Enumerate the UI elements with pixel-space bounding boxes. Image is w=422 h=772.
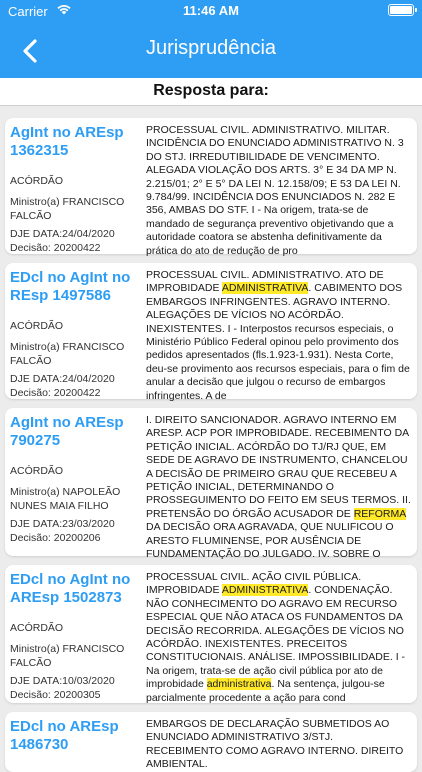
result-type: ACÓRDÃO bbox=[10, 320, 64, 332]
result-card[interactable] bbox=[5, 263, 417, 402]
result-title: EDcl no AREsp 1486730 bbox=[10, 718, 119, 753]
result-decisao: Decisão: 20200422 bbox=[10, 387, 101, 399]
search-term-highlight: REFORMA bbox=[353, 507, 406, 520]
summary-text: PROCESSUAL CIVIL. ADMINISTRATIVO. ATO DE IMPROBIDADE bbox=[146, 269, 384, 295]
summary-text: EMBARGOS DE DECLARAÇÃO SUBMETIDOS AO ENUNCIADO ADMINISTRATIVO 3/STJ. RECEBIMENTO COMO AGRAVO INTERNO. DIREITO AMBIENTAL. bbox=[146, 718, 404, 771]
summary-text: . CONDENAÇÃO. NÃO CONHECIMENTO DO AGRAVO EM RECURSO ESPECIAL QUE NÃO ATACA OS FUNDAMENTOS DA DECISÃO RECORRIDA. ALEGAÇÕES DE VÍCIOS NO ACÓRDÃO. INEXISTENTES. PRECEITOS CONSTITUCIONAIS. ANÁLISE. IMPOSSIBILIDADE. I - Na origem, trata-se de ação civil pública por ato de improbidade bbox=[146, 584, 406, 691]
result-type: ACÓRDÃO bbox=[10, 175, 64, 187]
summary-text: . CABIMENTO DOS EMBARGOS INFRINGENTES. AGRAVO INTERNO. ALEGAÇÕES DE VÍCIOS NO ACÓRDÃO. INEXISTENTES. I - Interpostos recursos especiais, o Ministério Público Federal opinou pelo provimento dos pedidos apresentados (fls.1.923-1.931). Nesta Corte, deu-se provimento aos recursos especiais, para o fim de anular a decisão que julgou o recurso de embargos infringentes. A de bbox=[146, 282, 410, 402]
results-list[interactable] bbox=[0, 106, 422, 771]
search-term-highlight: administrativa bbox=[206, 678, 272, 691]
carrier-label: Carrier bbox=[8, 4, 48, 19]
result-type: ACÓRDÃO bbox=[10, 622, 64, 634]
result-summary bbox=[146, 414, 411, 561]
result-card[interactable] bbox=[5, 118, 417, 257]
result-card[interactable] bbox=[5, 408, 417, 561]
page-title: Jurisprudência bbox=[145, 37, 277, 59]
result-minister: Ministro(a) NAPOLEÃO NUNES MAIA FILHO bbox=[10, 486, 121, 512]
result-decisao: Decisão: 20200305 bbox=[10, 689, 101, 701]
result-dje: DJE DATA:10/03/2020 bbox=[10, 675, 115, 687]
result-summary bbox=[146, 571, 411, 704]
result-summary bbox=[146, 718, 411, 771]
summary-text: I. DIREITO SANCIONADOR. AGRAVO INTERNO EM ARESP. ACP POR IMPROBIDADE. RECEBIMENTO DA PETIÇÃO INICIAL. ACÓRDÃO DO TJ/RJ QUE, EM SEDE DE AGRAVO DE INSTRUMENTO, CHANCELOU A DECISÃO DE PRIMEIRO GRAU QUE RECEBEU A PETIÇÃO INICIAL, DETERMINANDO O PROSSEGUIMENTO DO FEITO EM SEUS TERMOS. II. PRETENSÃO DO ÓRGÃO ACUSADOR DE bbox=[146, 414, 411, 520]
result-title: EDcl no AgInt no REsp 1497586 bbox=[10, 269, 131, 304]
result-decisao: Decisão: 20200206 bbox=[10, 532, 101, 544]
result-summary bbox=[146, 124, 411, 257]
summary-text: PROCESSUAL CIVIL. ADMINISTRATIVO. MILITAR. INCIDÊNCIA DO ENUNCIADO ADMINISTRATIVO N. 3 DO STJ. IRREDUTIBILIDADE DE VENCIMENTO. ALEGADA VIOLAÇÃO DOS ARTS. 3° E 34 DA MP N. 2.215/01; 2° E 5° DA LEI N. 12.158/09; E 53 DA LEI N. 9.784/99. INCIDÊNCIA DOS ENUNCIADOS N. 282 E 356, AMBAS DO STF. I - Na origem, trata-se de mandado de segurança preventivo objetivando que a autoridade coatora se abstenha definitivamente da prática do ato de redução de pro bbox=[146, 124, 404, 257]
result-card[interactable] bbox=[5, 712, 417, 772]
result-title: AgInt no AREsp 790275 bbox=[10, 414, 124, 449]
result-dje: DJE DATA:23/03/2020 bbox=[10, 518, 115, 530]
result-dje: DJE DATA:24/04/2020 bbox=[10, 373, 115, 385]
result-minister: Ministro(a) FRANCISCO FALCÃO bbox=[10, 643, 125, 669]
summary-text: PROCESSUAL CIVIL. AÇÃO CIVIL PÚBLICA. IMPROBIDADE bbox=[146, 571, 362, 597]
result-title: EDcl no AgInt no AREsp 1502873 bbox=[10, 571, 131, 606]
status-bar bbox=[0, 0, 422, 22]
clock: 11:46 AM bbox=[183, 3, 239, 18]
result-decisao: Decisão: 20200422 bbox=[10, 242, 101, 254]
navigation-bar bbox=[0, 0, 422, 78]
result-title: AgInt no AREsp 1362315 bbox=[10, 124, 124, 159]
summary-text: DA DECISÃO ORA AGRAVADA, QUE NULIFICOU O ARESTO FLUMINENSE, POR AUSÊNCIA DE FUNDAMENTAÇÃO DO JULGADO. IV. SOBRE O bbox=[146, 521, 394, 561]
battery-icon bbox=[388, 4, 414, 16]
result-summary bbox=[146, 269, 411, 402]
search-term-highlight: ADMINISTRATIVA bbox=[221, 282, 309, 295]
result-card[interactable] bbox=[5, 565, 417, 703]
results-header: Resposta para: bbox=[0, 78, 422, 106]
summary-text: . Na sentença, julgou-se parcialmente procedente a ação para cond bbox=[146, 678, 385, 704]
result-minister: Ministro(a) FRANCISCO FALCÃO bbox=[10, 341, 125, 367]
result-minister: Ministro(a) FRANCISCO FALCÃO bbox=[10, 196, 125, 222]
result-dje: DJE DATA:24/04/2020 bbox=[10, 228, 115, 240]
result-type: ACÓRDÃO bbox=[10, 465, 64, 477]
search-term-highlight: ADMINISTRATIVA bbox=[221, 584, 309, 597]
